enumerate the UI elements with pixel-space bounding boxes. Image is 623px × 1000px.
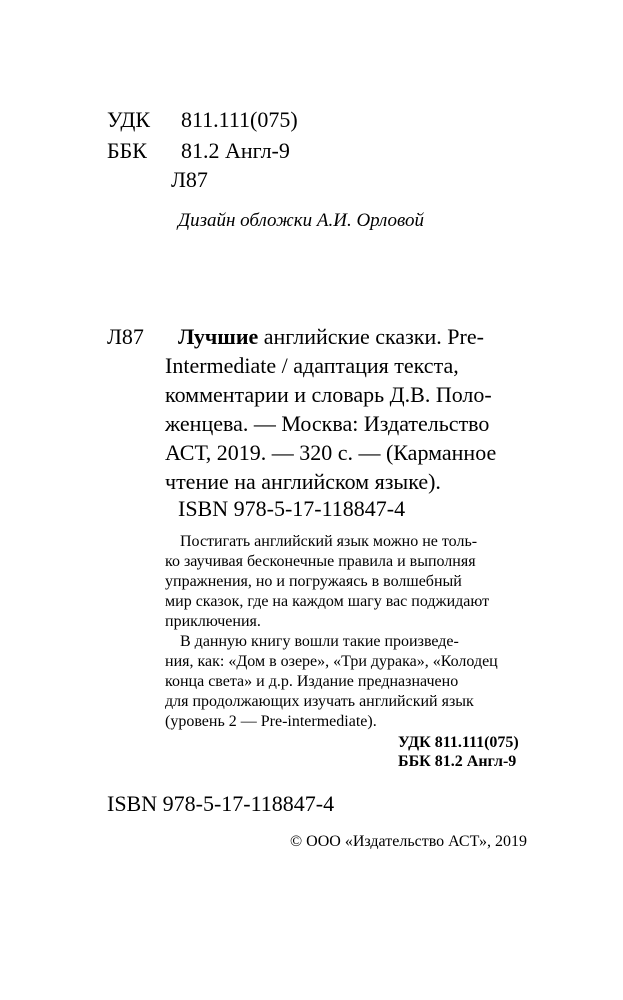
- entry-line-2: Intermediate / адаптация текста,: [165, 353, 459, 378]
- annotation-line: приключения.: [165, 613, 261, 630]
- bbk-value: 81.2 Англ-9: [181, 138, 290, 163]
- udk-row: [107, 107, 347, 133]
- entry-line-3: комментарии и словарь Д.В. Поло-: [165, 382, 492, 407]
- cover-design-credit: Дизайн обложки А.И. Орловой: [178, 210, 424, 231]
- annotation-udk: УДК 811.111(075): [398, 734, 519, 751]
- entry-author-mark: Л87: [107, 324, 144, 349]
- bbk-row: [107, 138, 347, 164]
- entry-title-bold: Лучшие: [178, 324, 259, 349]
- entry-line-5: АСТ, 2019. — 320 с. — (Карманное: [165, 440, 497, 465]
- annotation-line: ния, как: «Дом в озере», «Три дурака», «Колодец: [165, 653, 498, 670]
- author-mark-top: Л87: [171, 167, 208, 192]
- entry-title-rest: английские сказки. Pre-: [258, 324, 484, 349]
- footer-isbn: ISBN 978-5-17-118847-4: [107, 791, 335, 816]
- annotation-line: мир сказок, где на каждом шагу вас поджидают: [165, 593, 490, 610]
- annotation-line: Постигать английский язык можно не толь-: [180, 533, 478, 550]
- annotation-line: упражнения, но и погружаясь в волшебный: [165, 573, 462, 590]
- entry-line-1: [178, 322, 484, 351]
- annotation-line: В данную книгу вошли такие произведе-: [180, 633, 459, 650]
- bbk-label: ББК: [107, 138, 147, 163]
- annotation-line: конца света» и д.р. Издание предназначено: [165, 673, 459, 690]
- entry-line-4: женцева. — Москва: Издательство: [165, 411, 490, 436]
- entry-line-6: чтение на английском языке).: [165, 469, 441, 494]
- copyright-notice: © ООО «Издательство АСТ», 2019: [290, 833, 527, 850]
- annotation-line: (уровень 2 — Pre-intermediate).: [165, 713, 377, 730]
- entry-isbn: ISBN 978-5-17-118847-4: [178, 496, 406, 521]
- annotation-bbk: ББК 81.2 Англ-9: [398, 753, 517, 770]
- udk-value: 811.111(075): [181, 107, 298, 132]
- annotation-line: для продолжающих изучать английский язык: [165, 693, 474, 710]
- udk-label: УДК: [107, 107, 151, 132]
- annotation-line: ко заучивая бесконечные правила и выполняя: [165, 553, 476, 570]
